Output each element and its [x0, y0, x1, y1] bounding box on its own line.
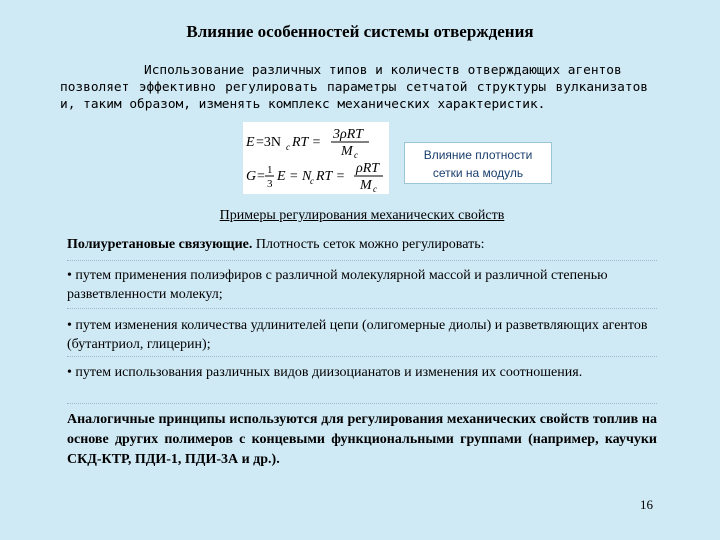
eq1-sub: c	[286, 142, 290, 152]
eq2-den: M	[360, 178, 372, 193]
intro-rest: позволяет эффективно регулировать параметры сетчатой структуры вулканизатов и, таким образом, изменять комплекс механических характеристик.	[60, 80, 648, 112]
eq2-den-sub: c	[373, 184, 377, 194]
eq2-frac-den: 3	[267, 178, 273, 190]
polyurethane-intro	[67, 235, 657, 254]
eq2-num: ρRT	[356, 161, 380, 176]
eq2-sub: c	[310, 176, 314, 186]
divider	[67, 403, 657, 404]
intro-line-1: Использование различных типов и количеств отверждающих агентов	[144, 63, 622, 78]
polyurethane-rest: Плотность сеток можно регулировать:	[252, 237, 485, 252]
bullet-item: • путем изменения количества удлинителей цепи (олигомерные диолы) и разветвляющих агентов (бутантриол, глицерин);	[67, 318, 648, 352]
divider	[67, 356, 657, 357]
eq1-num: 3ρRT	[333, 127, 364, 142]
intro-paragraph	[60, 62, 648, 113]
eq1-den-sub: c	[354, 150, 358, 160]
eq1-rt: RT =	[292, 135, 322, 150]
network-density-note	[404, 142, 552, 184]
polyurethane-bold: Полиуретановые связующие.	[67, 237, 253, 252]
eq2-lhs: G	[246, 169, 257, 184]
eq1-den: M	[341, 144, 353, 159]
eq1-lhs: E	[246, 135, 255, 150]
eq2-mid: E = N	[277, 169, 312, 184]
eq2-rt: RT =	[316, 169, 346, 184]
eq2-eq: =	[257, 169, 265, 184]
examples-heading: Примеры регулирования механических свойств	[219, 208, 505, 223]
eq2-frac-num: 1	[267, 164, 273, 176]
bullet-item: • путем использования различных видов диизоцианатов и изменения их соотношения.	[67, 365, 583, 380]
modulus-formula	[243, 122, 389, 194]
divider	[67, 308, 657, 309]
note-line-2: сетки на модуль	[432, 166, 524, 180]
final-paragraph: Аналогичные принципы используются для регулирования механических свойств топлив на основе других полимеров с концевыми функциональными группами (например, каучуки СКД-КТР, ПДИ-1, ПДИ-3А и др.).	[67, 412, 657, 467]
bullet-item: • путем применения полиэфиров с различной молекулярной массой и различной степенью разветвленности молекул;	[67, 268, 608, 302]
divider	[67, 260, 657, 261]
eq1-mid: =3N	[256, 135, 282, 150]
note-line-1: Влияние плотности	[423, 148, 533, 162]
slide-title: Влияние особенностей системы отверждения	[186, 22, 534, 41]
page-number: 16	[640, 497, 653, 512]
